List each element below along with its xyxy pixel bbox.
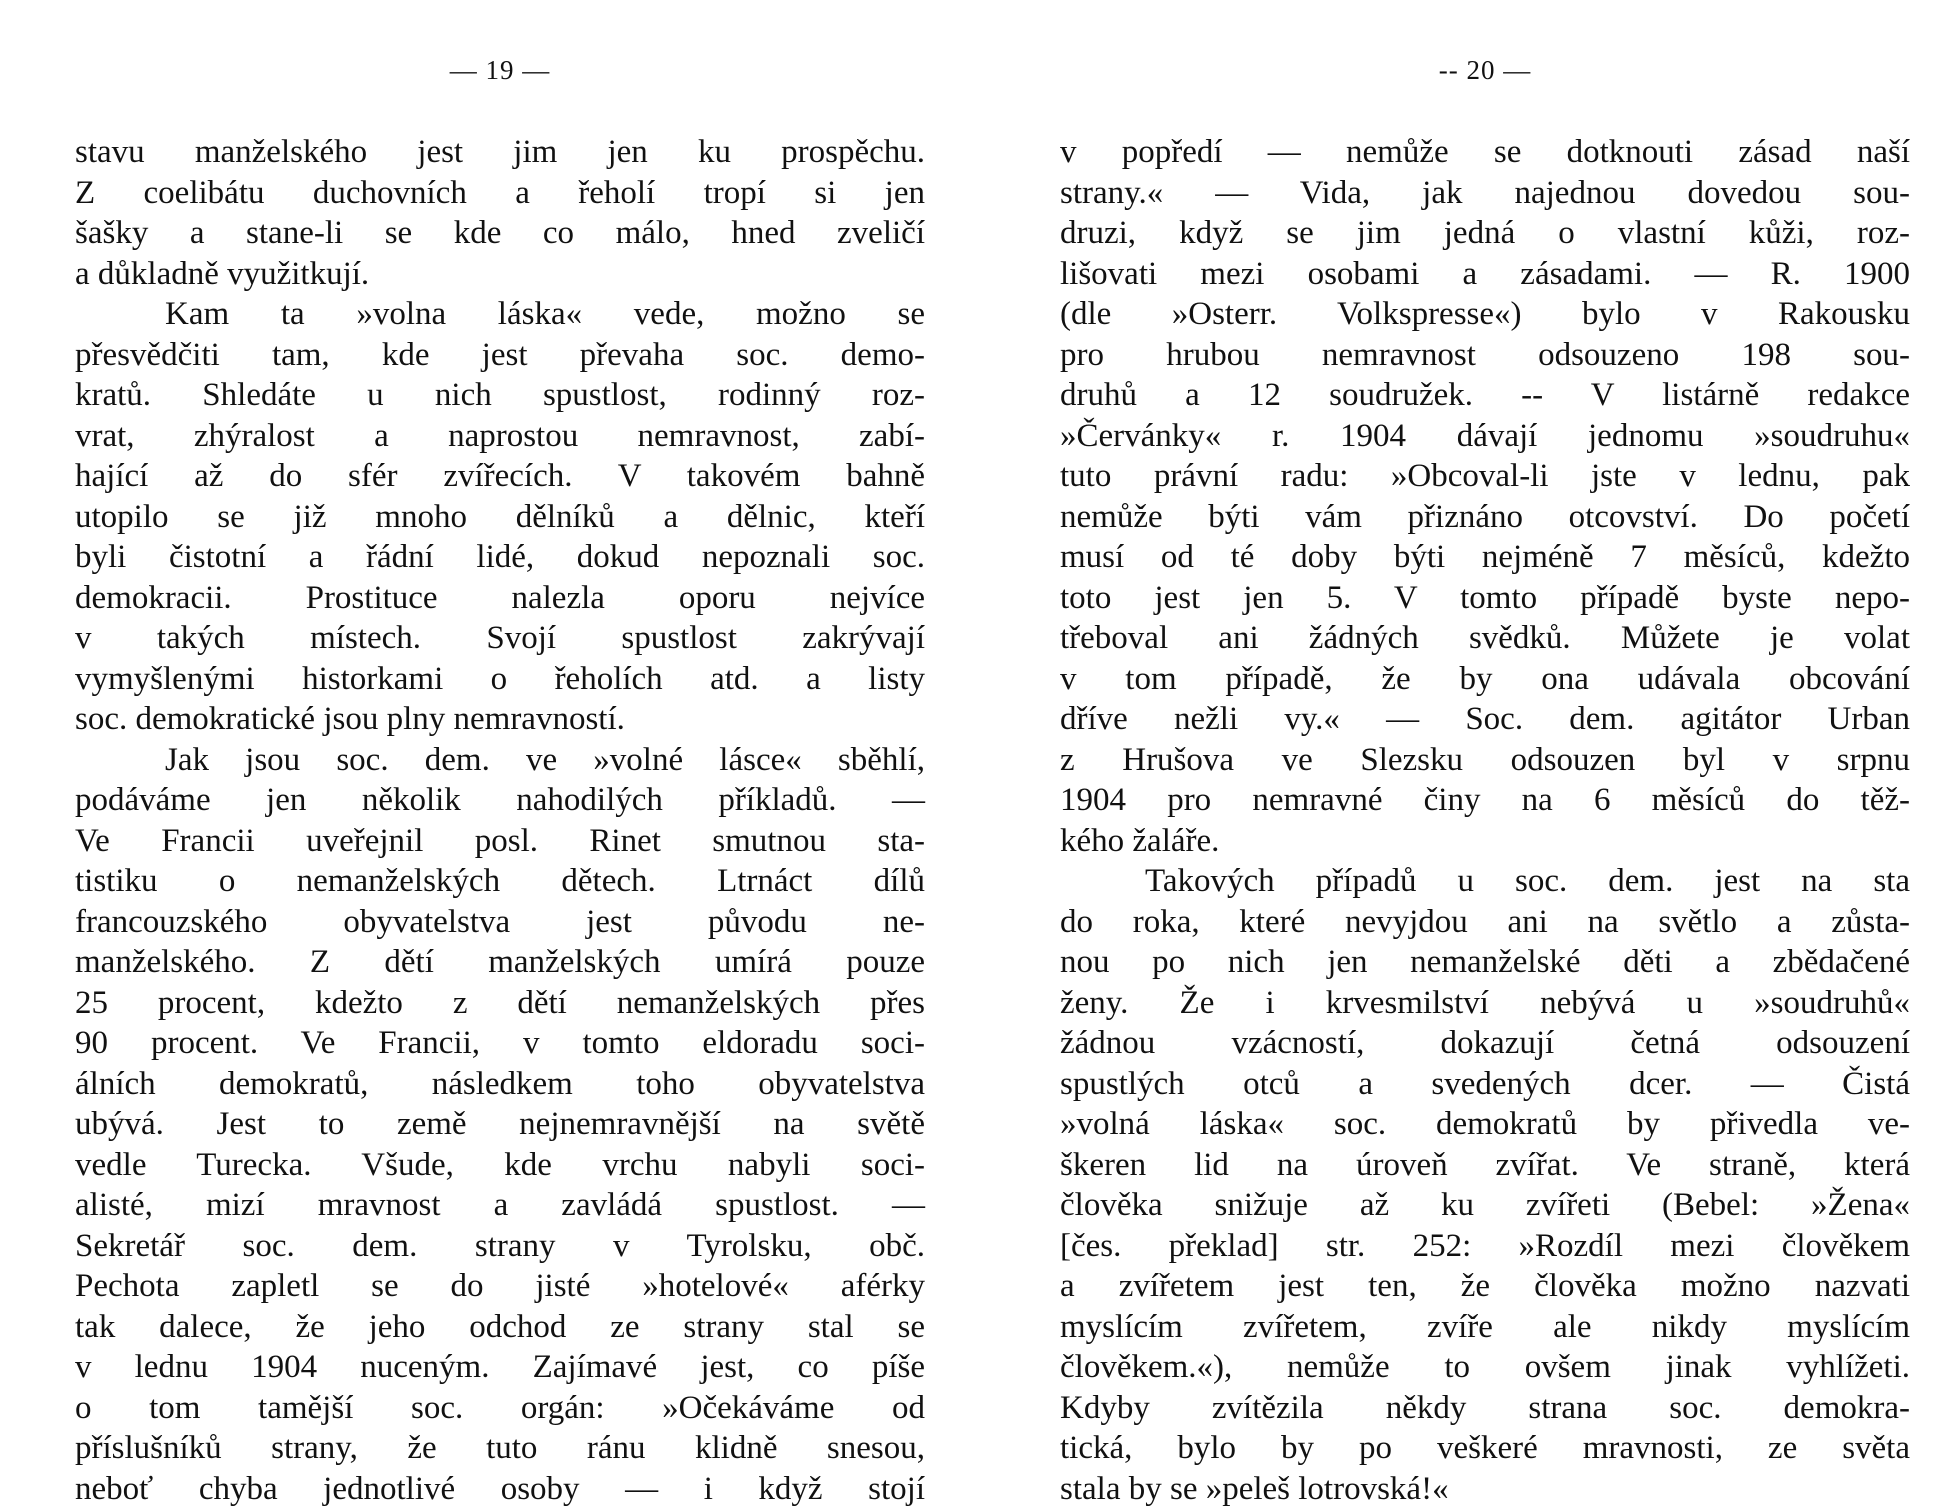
text-line: druzi, když se jim jedná o vlastní kůži, roz- bbox=[1060, 213, 1910, 254]
text-line: [čes. překlad] str. 252: »Rozdíl mezi člověkem bbox=[1060, 1226, 1910, 1267]
text-line: kého žaláře. bbox=[1060, 821, 1910, 862]
text-line: a zvířetem jest ten, že člověka možno nazvati bbox=[1060, 1266, 1910, 1307]
text-line: pro hrubou nemravnost odsouzeno 198 sou- bbox=[1060, 335, 1910, 376]
text-line: do roka, které nevyjdou ani na světlo a zůsta- bbox=[1060, 902, 1910, 943]
text-line: »volná láska« soc. demokratů by přivedla ve- bbox=[1060, 1104, 1910, 1145]
text-line: (dle »Osterr. Volkspresse«) bylo v Rakousku bbox=[1060, 294, 1910, 335]
text-line: a důkladně využitkují. bbox=[75, 254, 925, 295]
text-line: nemůže býti vám přiznáno otcovství. Do početí bbox=[1060, 497, 1910, 538]
text-line: škeren lid na úroveň zvířat. Ve straně, která bbox=[1060, 1145, 1910, 1186]
text-line: demokracii. Prostituce nalezla oporu nejvíce bbox=[75, 578, 925, 619]
text-line: Jak jsou soc. dem. ve »volné lásce« sběhlí, bbox=[75, 740, 925, 781]
text-line: o tom tamější soc. orgán: »Očekáváme od bbox=[75, 1388, 925, 1429]
text-line: Ve Francii uveřejnil posl. Rinet smutnou sta- bbox=[75, 821, 925, 862]
right-page bbox=[1060, 0, 1910, 1500]
text-line: hající až do sfér zvířecích. V takovém bahně bbox=[75, 456, 925, 497]
text-line: člověka snižuje až ku zvířeti (Bebel: »Žena« bbox=[1060, 1185, 1910, 1226]
text-line: musí od té doby býti nejméně 7 měsíců, kdežto bbox=[1060, 537, 1910, 578]
right-page-text bbox=[1060, 132, 1910, 1509]
text-line: šašky a stane-li se kde co málo, hned zveličí bbox=[75, 213, 925, 254]
text-line: kratů. Shledáte u nich spustlost, rodinný roz- bbox=[75, 375, 925, 416]
text-line: lišovati mezi osobami a zásadami. — R. 1900 bbox=[1060, 254, 1910, 295]
left-page-text bbox=[75, 132, 925, 1509]
text-line: tistiku o nemanželských dětech. Ltrnáct dílů bbox=[75, 861, 925, 902]
text-line: byli čistotní a řádní lidé, dokud nepoznali soc. bbox=[75, 537, 925, 578]
text-line: 90 procent. Ve Francii, v tomto eldoradu soci- bbox=[75, 1023, 925, 1064]
text-line: »Červánky« r. 1904 dávají jednomu »soudruhu« bbox=[1060, 416, 1910, 457]
text-line: dříve nežli vy.« — Soc. dem. agitátor Urban bbox=[1060, 699, 1910, 740]
text-line: neboť chyba jednotlivé osoby — i když stojí bbox=[75, 1469, 925, 1509]
text-line: alisté, mizí mravnost a zavládá spustlost. — bbox=[75, 1185, 925, 1226]
text-line: tická, bylo by po veškeré mravnosti, ze světa bbox=[1060, 1428, 1910, 1469]
text-line: francouzského obyvatelstva jest původu ne- bbox=[75, 902, 925, 943]
text-line: příslušníků strany, že tuto ránu klidně snesou, bbox=[75, 1428, 925, 1469]
text-line: myslícím zvířetem, zvíře ale nikdy myslícím bbox=[1060, 1307, 1910, 1348]
text-line: přesvědčiti tam, kde jest převaha soc. demo- bbox=[75, 335, 925, 376]
text-line: žádnou vzácností, dokazují četná odsouzení bbox=[1060, 1023, 1910, 1064]
page-number-right: -- 20 — bbox=[1060, 55, 1910, 86]
text-line: v lednu 1904 nuceným. Zajímavé jest, co píše bbox=[75, 1347, 925, 1388]
text-line: třeboval ani žádných svědků. Můžete je volat bbox=[1060, 618, 1910, 659]
text-line: stavu manželského jest jim jen ku prospěchu. bbox=[75, 132, 925, 173]
text-line: toto jest jen 5. V tomto případě byste nepo- bbox=[1060, 578, 1910, 619]
text-line: Pechota zapletl se do jisté »hotelové« aférky bbox=[75, 1266, 925, 1307]
text-line: v takých místech. Svojí spustlost zakrývají bbox=[75, 618, 925, 659]
page-number-left: — 19 — bbox=[75, 55, 925, 86]
text-line: spustlých otců a svedených dcer. — Čistá bbox=[1060, 1064, 1910, 1105]
text-line: soc. demokratické jsou plny nemravností. bbox=[75, 699, 925, 740]
text-line: utopilo se již mnoho dělníků a dělnic, kteří bbox=[75, 497, 925, 538]
text-line: člověkem.«), nemůže to ovšem jinak vyhlížeti. bbox=[1060, 1347, 1910, 1388]
text-line: vrat, zhýralost a naprostou nemravnost, zabí- bbox=[75, 416, 925, 457]
text-line: stala by se »peleš lotrovská!« bbox=[1060, 1469, 1910, 1509]
text-line: druhů a 12 soudružek. -- V listárně redakce bbox=[1060, 375, 1910, 416]
text-line: Takových případů u soc. dem. jest na sta bbox=[1060, 861, 1910, 902]
text-line: manželského. Z dětí manželských umírá pouze bbox=[75, 942, 925, 983]
text-line: 1904 pro nemravné činy na 6 měsíců do těž- bbox=[1060, 780, 1910, 821]
left-page bbox=[75, 0, 925, 1500]
text-line: vymyšlenými historkami o řeholích atd. a listy bbox=[75, 659, 925, 700]
text-line: vedle Turecka. Všude, kde vrchu nabyli soci- bbox=[75, 1145, 925, 1186]
text-line: Kdyby zvítězila někdy strana soc. demokra- bbox=[1060, 1388, 1910, 1429]
text-line: Z coelibátu duchovních a řeholí tropí si jen bbox=[75, 173, 925, 214]
text-line: Sekretář soc. dem. strany v Tyrolsku, obč. bbox=[75, 1226, 925, 1267]
text-line: strany.« — Vida, jak najednou dovedou sou- bbox=[1060, 173, 1910, 214]
text-line: Kam ta »volna láska« vede, možno se bbox=[75, 294, 925, 335]
text-line: ženy. Že i krvesmilství nebývá u »soudruhů« bbox=[1060, 983, 1910, 1024]
text-line: nou po nich jen nemanželské děti a zbědačené bbox=[1060, 942, 1910, 983]
text-line: v popředí — nemůže se dotknouti zásad naší bbox=[1060, 132, 1910, 173]
text-line: z Hrušova ve Slezsku odsouzen byl v srpnu bbox=[1060, 740, 1910, 781]
text-line: ubývá. Jest to země nejnemravnější na světě bbox=[75, 1104, 925, 1145]
text-line: podáváme jen několik nahodilých příkladů. — bbox=[75, 780, 925, 821]
text-line: tuto právní radu: »Obcoval-li jste v lednu, pak bbox=[1060, 456, 1910, 497]
text-line: 25 procent, kdežto z dětí nemanželských přes bbox=[75, 983, 925, 1024]
text-line: v tom případě, že by ona udávala obcování bbox=[1060, 659, 1910, 700]
text-line: tak dalece, že jeho odchod ze strany stal se bbox=[75, 1307, 925, 1348]
text-line: álních demokratů, následkem toho obyvatelstva bbox=[75, 1064, 925, 1105]
